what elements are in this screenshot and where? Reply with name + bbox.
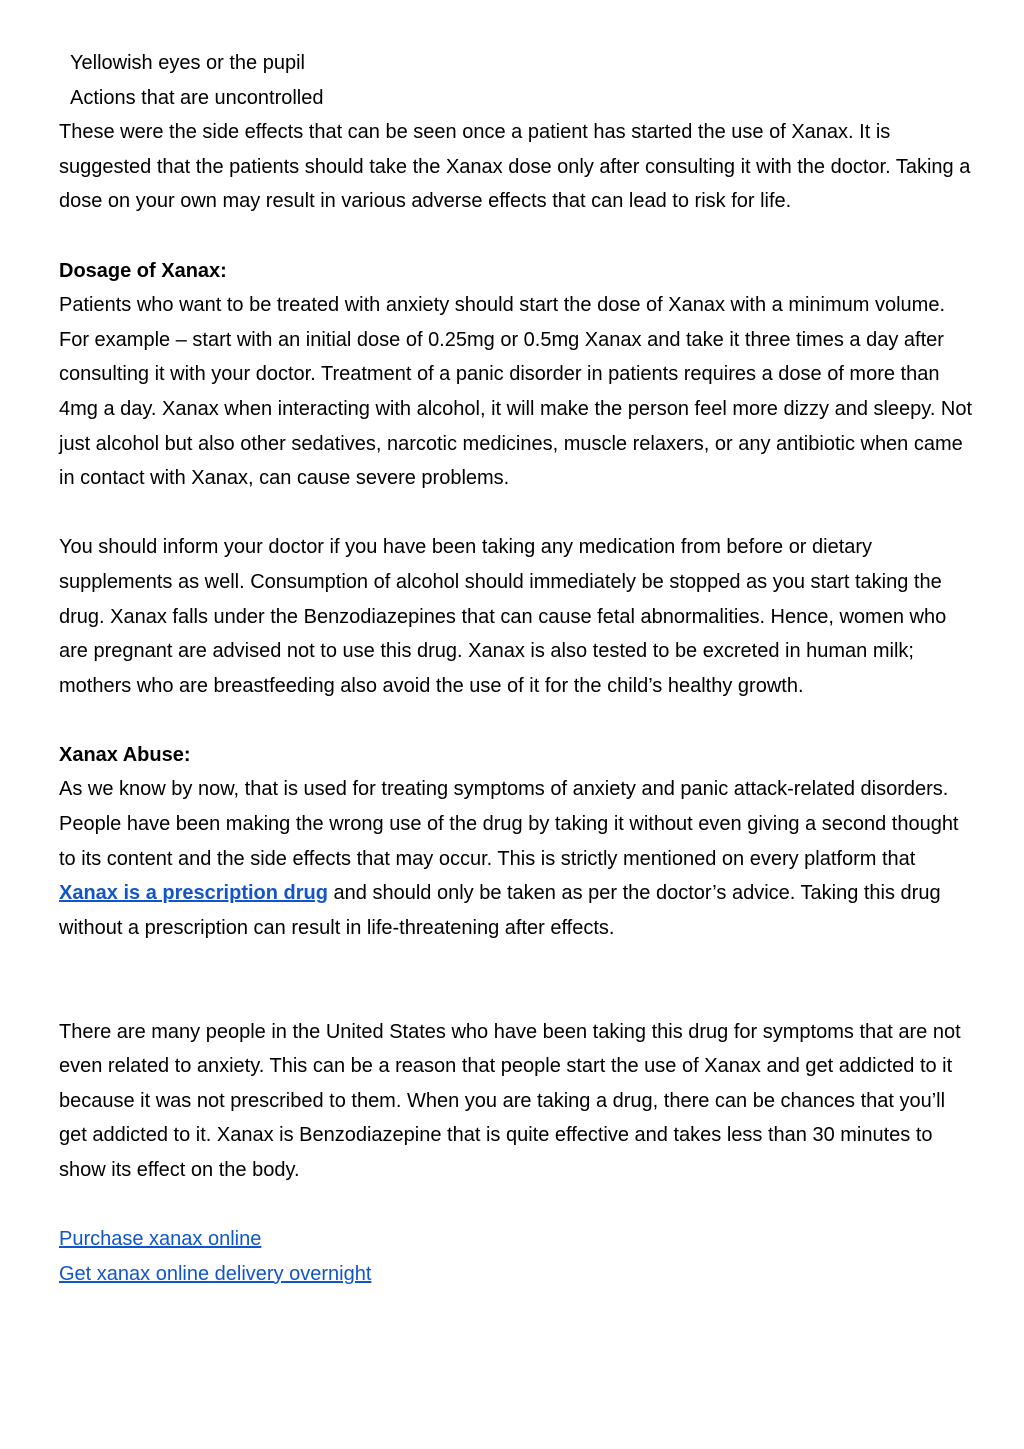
paragraph-spacer	[59, 703, 974, 738]
inform-doctor-paragraph: You should inform your doctor if you have been taking any medication from before or dietary supplements as well. Consumption of alcohol should immediately be stopped as you start taking the drug. Xanax falls under the Benzodiazepines that can cause fetal abnormalities. Hence, women who are pregnant are advised not to use this drug. Xanax is also tested to be excreted in human milk; mothers who are breastfeeding also avoid the use of it for the child’s healthy growth.	[59, 536, 947, 697]
paragraph-spacer	[59, 219, 974, 254]
paragraph-spacer	[59, 1188, 974, 1223]
united-states-paragraph: There are many people in the United States who have been taking this drug for symptoms that are not even related to anxiety. This can be a reason that people start the use of Xanax and get addicted to it because it was not prescribed to them. When you are taking a drug, there can be chances that you’ll get addicted to it. Xanax is Benzodiazepine that is quite effective and takes less than 30 minutes to show its effect on the body.	[59, 1020, 961, 1181]
dosage-paragraph: Patients who want to be treated with anxiety should start the dose of Xanax with a minimum volume. For example – start with an initial dose of 0.25mg or 0.5mg Xanax and take it three times a day after consulting it with your doctor. Treatment of a panic disorder in patients requires a dose of more than 4mg a day. Xanax when interacting with alcohol, it will make the person feel more dizzy and sleepy. Not just alcohol but also other sedatives, narcotic medicines, muscle relaxers, or any antibiotic when came in contact with Xanax, can cause severe problems.	[59, 294, 973, 490]
dosage-heading: Dosage of Xanax:	[59, 259, 227, 282]
bullet-item: Actions that are uncontrolled	[70, 86, 324, 109]
abuse-heading: Xanax Abuse:	[59, 743, 191, 766]
purchase-link-line	[59, 1222, 974, 1257]
paragraph-spacer	[59, 496, 974, 531]
abuse-text-after: and should only be taken as per the doctor’s advice. Taking this drug without a prescription can result in life-threatening after effects.	[59, 882, 941, 939]
side-effects-paragraph: These were the side effects that can be seen once a patient has started the use of Xanax. It is suggested that the patients should take the Xanax dose only after consulting it with the doctor. Taking a dose on your own may result in various adverse effects that can lead to risk for life.	[59, 121, 971, 213]
abuse-text-before: As we know by now, that is used for treating symptoms of anxiety and panic attack-related disorders. People have been making the wrong use of the drug by taking it without even giving a second thought to its content and the side effects that may occur. This is strictly mentioned on every platform that	[59, 778, 959, 870]
prescription-drug-link[interactable]: Xanax is a prescription drug	[59, 882, 328, 905]
purchase-xanax-link[interactable]: Purchase xanax online	[59, 1228, 262, 1251]
document-page	[59, 46, 974, 1291]
abuse-paragraph	[59, 772, 974, 945]
paragraph-spacer	[59, 945, 974, 1014]
overnight-delivery-link[interactable]: Get xanax online delivery overnight	[59, 1262, 372, 1285]
bullet-item: Yellowish eyes or the pupil	[70, 52, 305, 74]
overnight-link-line	[59, 1257, 974, 1292]
